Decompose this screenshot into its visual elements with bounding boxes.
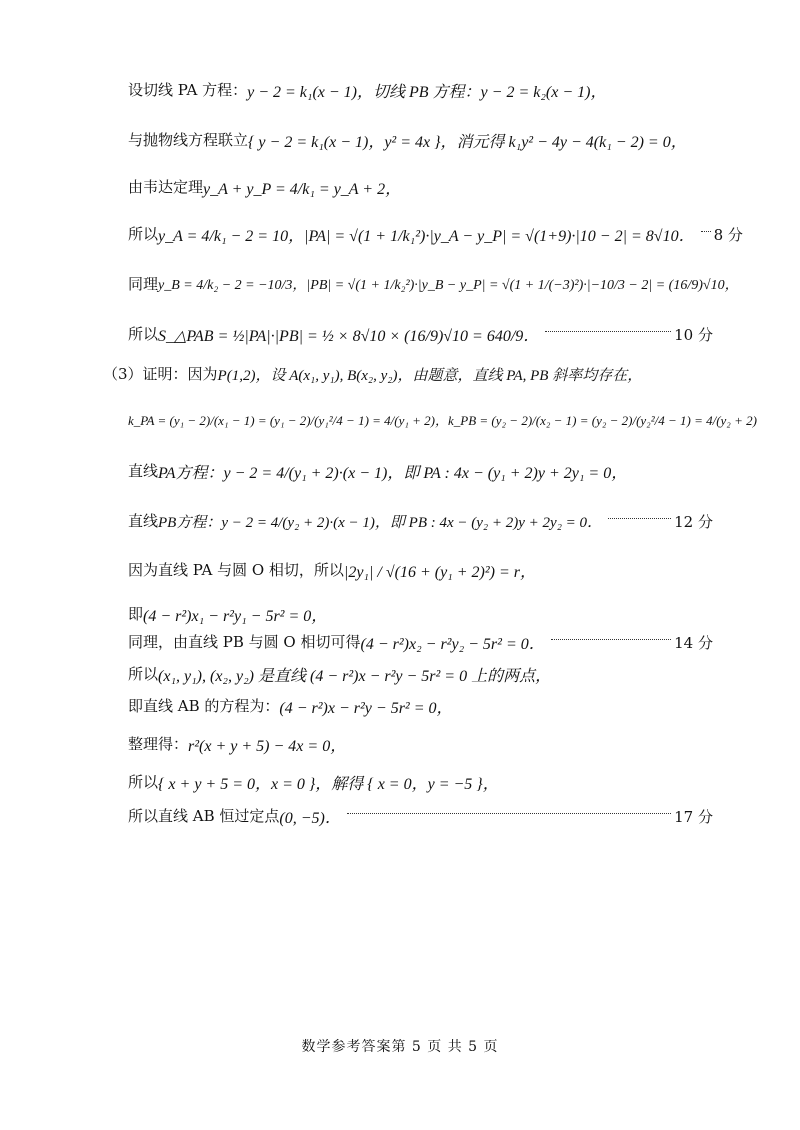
line-math: { x + y + 5 = 0，x = 0 }，解得 { x = 0，y = −5 }， <box>158 775 499 793</box>
line-rearrange <box>128 730 713 758</box>
line-math: (4 − r²)x − r²y − 5r² = 0， <box>279 699 453 717</box>
line-text: 所以 <box>128 324 159 343</box>
line-part3-proof <box>103 360 688 388</box>
line-text: 直线 <box>128 511 159 530</box>
line-math: (0, −5)． <box>279 809 341 827</box>
dot-leader <box>545 330 671 332</box>
line-text: 即 <box>128 604 144 623</box>
line-text: 所以 <box>128 224 159 243</box>
line-math: y_A = 4/k₁ − 2 = 10，|PA| = √(1 + 1/k₁²)·|y_A − y_P| = √(1+9)·|10 − 2| = 8√10． <box>158 227 695 245</box>
score-mark: 12 分 <box>674 512 713 531</box>
line-math: P(1,2)，设 A(x₁, y₁), B(x₂, y₂)，由题意，直线 PA, PB 斜率均存在， <box>217 367 643 384</box>
line-fixed-point <box>128 802 713 830</box>
dot-leader <box>347 812 671 814</box>
line-text: 所以直线 AB 恒过定点 <box>128 806 280 825</box>
line-pa-line-eq <box>128 457 713 485</box>
line-text: 即直线 AB 的方程为： <box>128 696 280 715</box>
line-math: y_B = 4/k₂ − 2 = −10/3，|PB| = √(1 + 1/k₂²)·|y_B − y_P| = √(1 + 1/(−3)²)·|−10/3 − 2| = (16/9)√10， <box>158 278 739 293</box>
line-tangent-pa <box>128 556 713 584</box>
line-text: 同理 <box>128 274 159 293</box>
line-math: (4 − r²)x₂ − r²y₂ − 5r² = 0． <box>360 635 545 653</box>
line-text: 所以 <box>128 664 159 683</box>
dot-leader <box>608 517 671 519</box>
dot-leader <box>551 638 671 640</box>
line-math: { y − 2 = k₁(x − 1)，y² = 4x }，消元得 k₁y² − 4y − 4(k₁ − 2) = 0， <box>248 133 687 151</box>
line-pa-pb-equations <box>128 76 713 104</box>
line-pb-line-eq <box>128 507 713 535</box>
line-text: 直线 <box>128 461 159 480</box>
line-text: 与抛物线方程联立 <box>128 130 249 149</box>
line-math: y_A + y_P = 4/k₁ = y_A + 2， <box>203 180 402 198</box>
line-text: 所以 <box>128 772 159 791</box>
line-equivalent <box>128 600 713 628</box>
line-text: 因为直线 PA 与圆 O 相切，所以 <box>128 560 344 579</box>
line-text: 同理，由直线 PB 与圆 O 相切可得 <box>128 632 361 651</box>
line-tangent-pb <box>128 628 713 656</box>
line-pa-length <box>128 220 743 248</box>
line-math: k_PA = (y₁ − 2)/(x₁ − 1) = (y₁ − 2)/(y₁²/4 − 1) = 4/(y₁ + 2)，k_PB = (y₂ − 2)/(x₂ − 1) = (y₂ − 2)/(y₂²/4 − 1) = 4/(y₂ + 2) <box>128 412 757 428</box>
line-text: 设切线 PA 方程： <box>128 80 248 99</box>
line-math: PA方程：y − 2 = 4/(y₁ + 2)·(x − 1)，即 PA : 4x − (y₁ + 2)y + 2y₁ = 0， <box>158 464 628 482</box>
score-mark: 8 分 <box>713 225 743 244</box>
line-simultaneous-parabola <box>128 126 713 154</box>
line-text: 整理得： <box>128 734 189 753</box>
line-math: |2y₁| / √(16 + (y₁ + 2)²) = r， <box>343 563 537 581</box>
line-area <box>128 320 713 348</box>
line-vieta <box>128 173 713 201</box>
line-ab-equation <box>128 692 713 720</box>
line-math: S_△PAB = ½|PA|·|PB| = ½ × 8√10 × (16/9)√10 = 640/9． <box>158 327 540 345</box>
line-math: (4 − r²)x₁ − r²y₁ − 5r² = 0， <box>143 607 328 625</box>
score-mark: 17 分 <box>674 807 713 826</box>
line-pb-length <box>128 270 739 298</box>
line-text: 由韦达定理 <box>128 177 204 196</box>
line-solve-system <box>128 768 713 796</box>
line-slopes <box>128 405 757 433</box>
score-mark: 14 分 <box>674 633 713 652</box>
line-math: PB方程：y − 2 = 4/(y₂ + 2)·(x − 1)，即 PB : 4x − (y₂ + 2)y + 2y₂ = 0． <box>158 514 603 531</box>
line-math: (x₁, y₁), (x₂, y₂) 是直线 (4 − r²)x − r²y − 5r² = 0 上的两点， <box>158 667 552 685</box>
line-two-points <box>128 660 713 688</box>
score-mark: 10 分 <box>674 325 713 344</box>
page-footer: 数学参考答案第 5 页 共 5 页 <box>301 1039 499 1055</box>
line-text: （3）证明：因为 <box>103 364 218 383</box>
line-math: r²(x + y + 5) − 4x = 0， <box>188 737 347 755</box>
dot-leader <box>701 230 711 232</box>
line-math: y − 2 = k₁(x − 1)，切线 PB 方程：y − 2 = k₂(x − 1)， <box>247 83 607 101</box>
